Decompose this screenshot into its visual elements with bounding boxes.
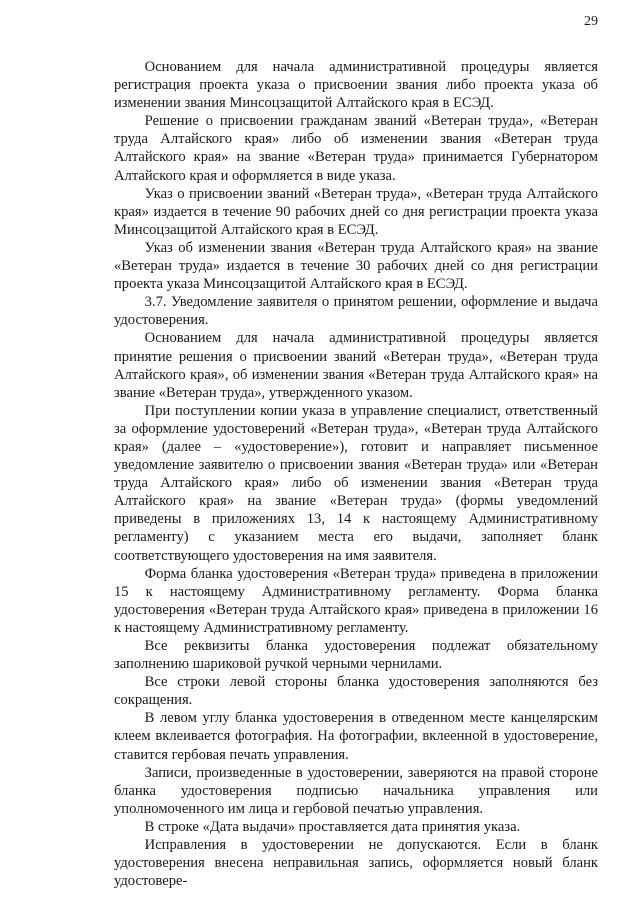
section-heading-3-7: 3.7. Уведомление заявителя о принятом решении, оформление и выдача удостоверения. <box>114 294 598 329</box>
paragraph: Все строки левой стороны бланка удостоверения заполняются без сокращения. <box>114 674 598 709</box>
paragraph: Форма бланка удостоверения «Ветеран труда» приведена в приложении 15 к настоящему Административному регламенту. Форма бланка удостоверения «Ветеран труда Алтайского края» приведена в приложении 16 к настоящему Административному регламенту. <box>114 565 598 636</box>
document-body <box>114 58 598 890</box>
paragraph: Все реквизиты бланка удостоверения подлежат обязательному заполнению шариковой ручкой черными чернилами. <box>114 638 598 673</box>
paragraph: Указ о присвоении званий «Ветеран труда», «Ветеран труда Алтайского края» издается в течение 90 рабочих дней со дня регистрации проекта указа Минсоцзащитой Алтайского края в ЕСЭД. <box>114 185 598 238</box>
paragraph: Основанием для начала административной процедуры является принятие решения о присвоении званий «Ветеран труда», «Ветеран труда Алтайского края», об изменении звания «Ветеран труда Алтайского края» на звание «Ветеран труда», утвержденного указом. <box>114 330 598 401</box>
paragraph: В строке «Дата выдачи» проставляется дата принятия указа. <box>144 818 521 835</box>
paragraph: Исправления в удостоверении не допускаются. Если в бланк удостоверения внесена неправильная запись, оформляется новый бланк удостовере- <box>114 837 598 890</box>
page-number: 29 <box>584 14 598 29</box>
paragraph: Записи, произведенные в удостоверении, заверяются на правой стороне бланка удостоверения подписью начальника управления или уполномоченного им лица и гербовой печатью управления. <box>114 764 598 817</box>
paragraph: При поступлении копии указа в управление специалист, ответственный за оформление удостоверений «Ветеран труда», «Ветеран труда Алтайского края» (далее – «удостоверение»), готовит и направляет письменное уведомление заявителю о присвоении звания «Ветеран труда» или «Ветеран труда Алтайского края» либо об изменении звания «Ветеран труда Алтайского края» на звание «Ветеран труда» (формы уведомлений приведены в приложениях 13, 14 к настоящему Административному регламенту) с указанием места его выдачи, заполняет бланк соответствующего удостоверения на имя заявителя. <box>114 402 598 564</box>
paragraph: В левом углу бланка удостоверения в отведенном месте канцелярским клеем вклеивается фотография. На фотографии, вклеенной в удостоверение, ставится гербовая печать управления. <box>114 710 598 763</box>
paragraph: Указ об изменении звания «Ветеран труда Алтайского края» на звание «Ветеран труда» издается в течение 30 рабочих дней со дня регистрации проекта указа Минсоцзащитой Алтайского края в ЕСЭД. <box>114 239 598 293</box>
paragraph: Основанием для начала административной процедуры является регистрация проекта указа о присвоении звания либо проекта указа об изменении звания Минсоцзащитой Алтайского края в ЕСЭД. <box>114 59 598 112</box>
paragraph: Решение о присвоении гражданам званий «Ветеран труда», «Ветеран труда Алтайского края» либо об изменении звания «Ветеран труда Алтайского края» на звание «Ветеран труда» принимается Губернатором Алтайского края и оформляется в виде указа. <box>114 113 598 184</box>
